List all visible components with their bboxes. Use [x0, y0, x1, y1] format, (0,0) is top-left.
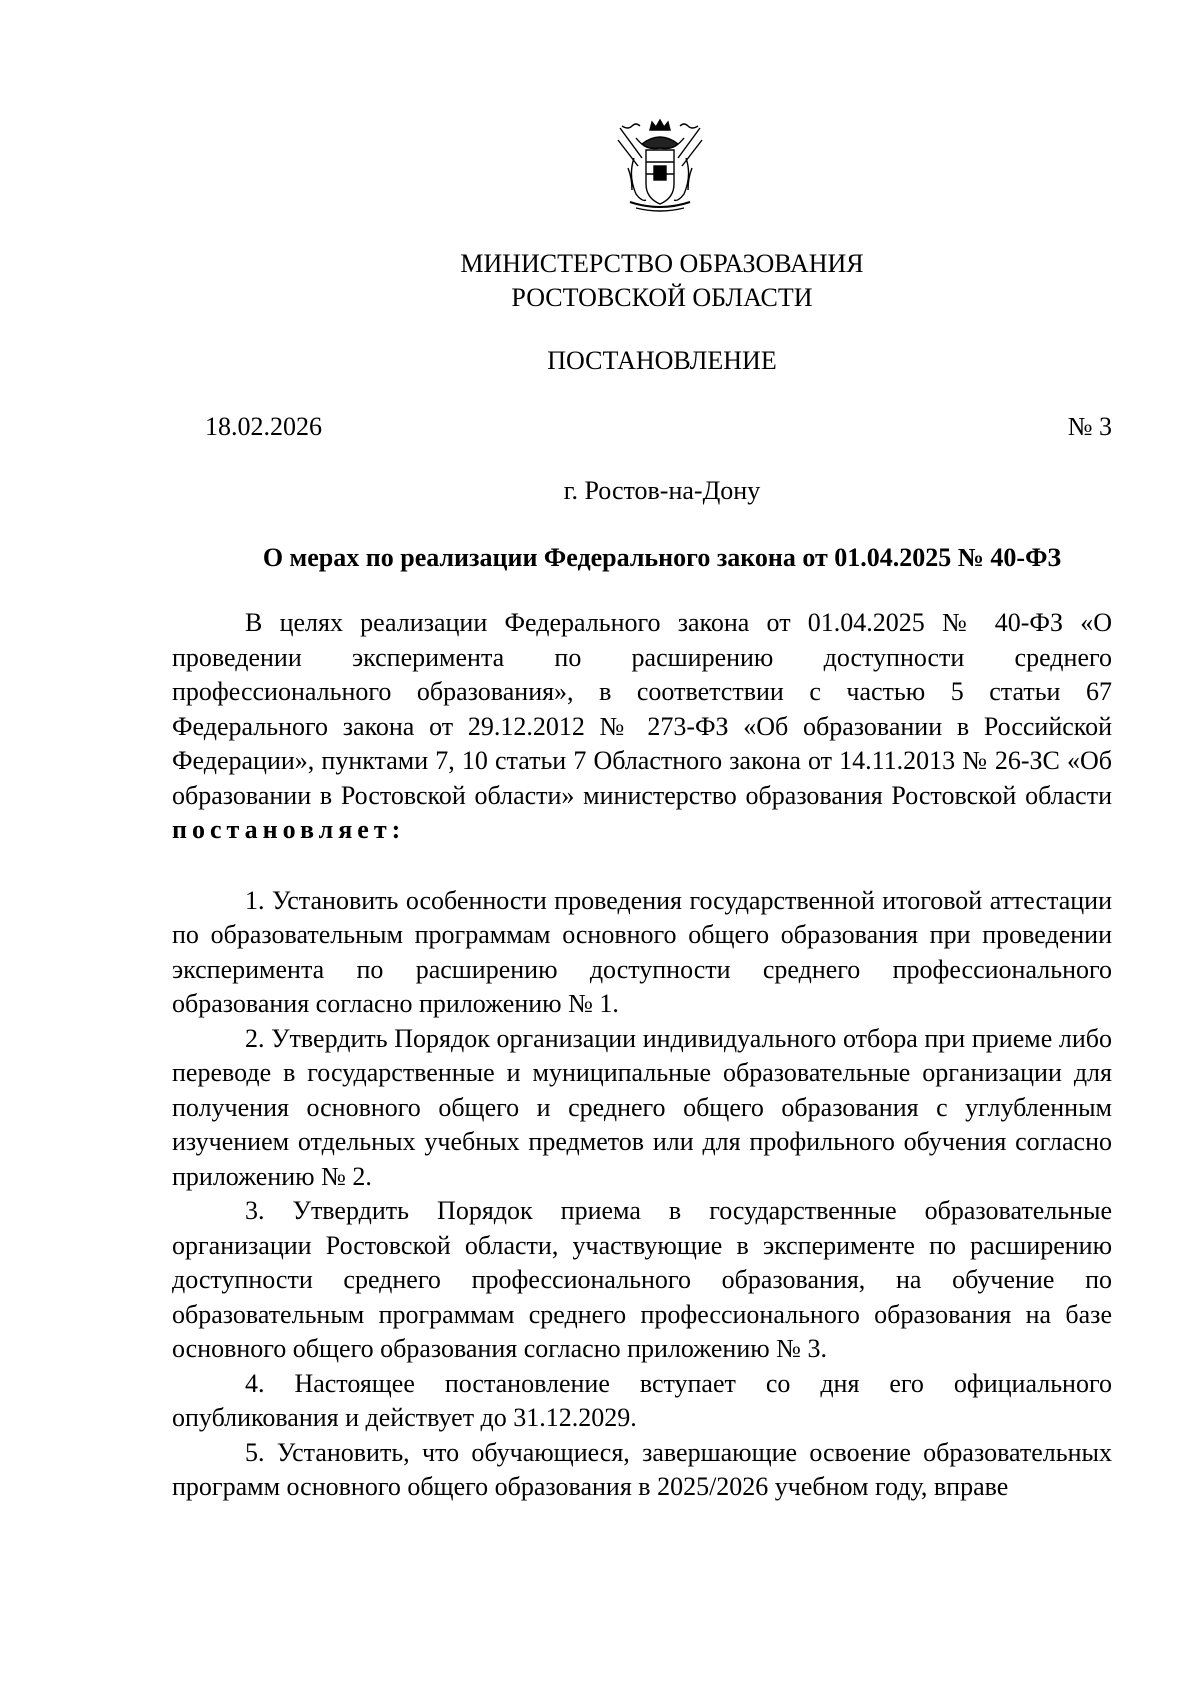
resolves-word: постановляет: [172, 815, 406, 844]
item-paragraph-4: 4. Настоящее постановление вступает со дня его официального опубликования и действует до 31.12.2029. [172, 1368, 1112, 1432]
item-paragraph-5: 5. Установить, что обучающиеся, завершающие освоение образовательных программ основного общего образования в 2025/2026 учебном году, вправе [172, 1437, 1112, 1501]
preamble-paragraph [172, 606, 1112, 848]
preamble-text: В целях реализации Федерального закона от 01.04.2025 № 40-ФЗ «О проведении эксперимента по расширению доступности среднего профессионального образования», в соответствии с частью 5 статьи 67 Федерального закона от 29.12.2012 № 273-ФЗ «Об образовании в Российской Федерации», пунктами 7, 10 статьи 7 Областного закона от 14.11.2013 № 26-ЗС «Об образовании в Ростовской области» министерство образования Ростовской области [172, 608, 1112, 810]
document-body [172, 606, 1112, 1505]
document-type: ПОСТАНОВЛЕНИЕ [547, 346, 777, 375]
item-paragraph-1: 1. Установить особенности проведения государственной итоговой аттестации по образовательным программам основного общего образования при проведении эксперимента по расширению доступности среднего профессионального образования согласно приложению № 1. [172, 885, 1112, 1018]
document-number: № 3 [1067, 412, 1112, 441]
coat-of-arms-icon [612, 118, 708, 214]
item-paragraph-3: 3. Утвердить Порядок приема в государственные образовательные организации Ростовской области, участвующие в эксперименте по расширению доступности среднего профессионального образования, на обучение по образовательным программам среднего профессионального образования на базе основного общего образования согласно приложению № 3. [172, 1196, 1112, 1363]
org-line-1: МИНИСТЕРСТВО ОБРАЗОВАНИЯ [460, 249, 864, 278]
document-title: О мерах по реализации Федерального закона от 01.04.2025 № 40-ФЗ [262, 543, 1062, 572]
org-line-2: РОСТОВСКОЙ ОБЛАСТИ [511, 283, 813, 312]
document-date: 18.02.2026 [205, 412, 322, 441]
issuing-authority [0, 247, 1200, 315]
document-city: г. Ростов-на-Дону [563, 476, 761, 505]
item-paragraph-2: 2. Утвердить Порядок организации индивидуального отбора при приеме либо переводе в государственные и муниципальные образовательные организации для получения основного общего и среднего общего образования с углубленным изучением отдельных учебных предметов или для профильного обучения согласно приложению № 2. [172, 1023, 1112, 1191]
